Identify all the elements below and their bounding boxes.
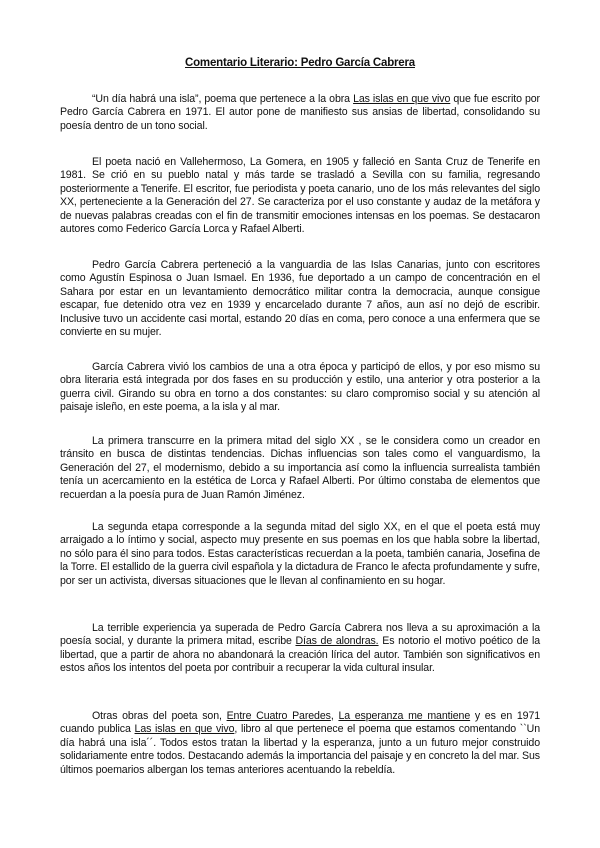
text-run: Otras obras del poeta son, bbox=[92, 710, 227, 722]
paragraph-phases: García Cabrera vivió los cambios de una a otra época y participó de ellos, y por eso mismo su obra literaria está integrada por dos fases en su producción y estilo, una anterior y otra posterior a la guerra civil. Girando su obra en torno a dos constantes: su claro compromiso social y su atención al paisaje isleño, en este poema, a la isla y al mar. bbox=[60, 361, 540, 414]
text-run: y es en 1971 cuando publica bbox=[60, 710, 541, 736]
text-run: que fue escrito por Pedro García Cabrera en 1971. El autor pone de manifiesto sus ansias de libertad, consolidando su poesía dentro de un tono social. bbox=[60, 93, 540, 132]
book-title-la-esperanza: La esperanza me mantiene bbox=[338, 710, 471, 722]
book-title-dias-de-alondras: Días de alondras. bbox=[295, 635, 379, 648]
book-title-las-islas: Las islas en que vivo bbox=[134, 723, 235, 736]
paragraph-social-poetry bbox=[60, 622, 540, 676]
paragraph-first-phase: La primera transcurre en la primera mitad del siglo XX , se le considera como un creador en tránsito en busca de distintas tendencias. Dichas influencias son tales como el vanguardismo, la Generación del 27, el modernismo, debido a su importancia así como la influencia surrealista también tenía un acercamiento en la estética de Lorca y Rafael Alberti. Por último constaba de elementos que recuerdan a la poesía pura de Juan Ramón Jiménez. bbox=[60, 435, 540, 501]
paragraph-intro bbox=[60, 93, 540, 133]
text-run: La terrible experiencia ya superada de Pedro García Cabrera nos lleva a su aproximación a la poesía social, y durante la primera mitad, escribe bbox=[60, 622, 540, 648]
text-run: , bbox=[330, 710, 339, 722]
text-run: “Un día habrá una isla”, poema que pertenece a la obra bbox=[92, 93, 354, 105]
text-run: Es notorio el motivo poético de la libertad, que a partir de ahora no abandonará la creación lírica del autor. También son significativos en estos años los intentos del poeta por contribuir a recuperar la vida cultural insular. bbox=[60, 635, 540, 675]
document-title: Comentario Literario: Pedro García Cabrera bbox=[185, 57, 415, 69]
paragraph-other-works bbox=[60, 710, 540, 777]
book-title-las-islas: Las islas en que vivo bbox=[353, 93, 451, 105]
book-title-entre-cuatro-paredes: Entre Cuatro Paredes bbox=[226, 710, 331, 722]
text-run: , libro al que pertenece el poema que estamos comentando ``Un día habrá una isla´´. Todos estos tratan la libertad y la esperanza, junto a un futuro mejor construido solidariamente entre todos. Destacando además la importancia del paisaje y en concreto la del mar. Sus últimos poemarios albergan los temas anteriores acentuando la rebeldía. bbox=[60, 723, 541, 776]
paragraph-second-phase: La segunda etapa corresponde a la segunda mitad del siglo XX, en el que el poeta está muy arraigado a lo íntimo y social, aspecto muy presente en sus poemas en los que habla sobre la libertad, no sólo para él sino para todos. Estas características recuerdan a la poeta, también canaria, Josefina de la Torre. El estallido de la guerra civil española y la dictadura de Franco le afecta profundamente y sufre, por ser un activista, diversas situaciones que le llevan al confinamiento en su hogar. bbox=[60, 521, 540, 587]
paragraph-vanguard: Pedro García Cabrera perteneció a la vanguardia de las Islas Canarias, junto con escritores como Agustín Espinosa o Juan Ismael. En 1936, fue deportado a un campo de concentración en el Sahara por estar en un levantamiento democrático militar contra la democracia, aunque consigue escapar, fue detenido otra vez en 1939 y encarcelado durante 7 años, aun así no dejó de escribir. Inclusive tuvo un accidente casi mortal, estando 20 días en coma, pero conoce a una enfermera que se convierte en su mujer. bbox=[60, 259, 540, 339]
paragraph-biography: El poeta nació en Vallehermoso, La Gomera, en 1905 y falleció en Santa Cruz de Tenerife en 1981. Se crió en su pueblo natal y más tarde se trasladó a Sevilla con su familia, regresando posteriormente a Tenerife. El escritor, fue periodista y poeta canario, uno de los más relevantes del siglo XX, perteneciente a la Generación del 27. Se caracteriza por el uso constante y audaz de la metáfora y de nuevas palabras creadas con el fin de transmitir emociones intensas en los poemas. Se destacaron autores como Federico García Lorca y Rafael Alberti. bbox=[60, 156, 540, 236]
